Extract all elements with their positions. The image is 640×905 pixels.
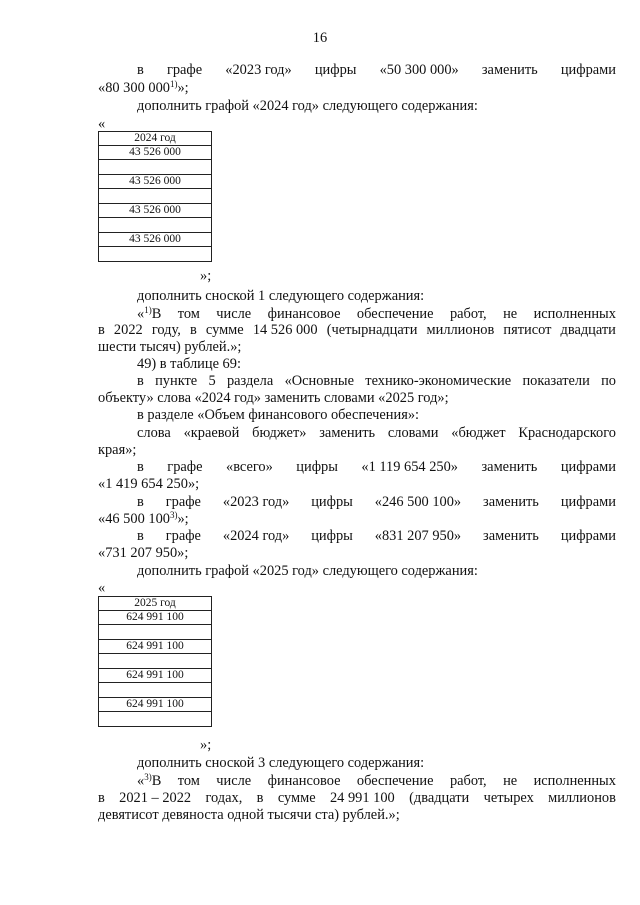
paragraph-line: в разделе «Объем финансового обеспечения»:: [137, 407, 420, 423]
footnote-line: «$^{3)}$В том числе финансовое обеспечение работ, не исполненных: [137, 772, 616, 789]
word: графе: [165, 528, 201, 544]
table-row: [99, 175, 212, 189]
word: слова: [137, 425, 171, 441]
word: по: [601, 373, 616, 389]
word: Краснодарского: [518, 425, 616, 441]
paragraph-line: [137, 528, 616, 545]
word: в: [189, 322, 197, 338]
footnote-line: «$^{1)}$В том числе финансовое обеспечение работ, не исполненных: [137, 305, 616, 322]
paragraph-line: дополнить графой «2025 год» следующего содержания:: [137, 563, 478, 579]
word: цифры: [314, 62, 357, 78]
table-cell: 624 991 100: [99, 640, 212, 654]
word: «246 500 100»: [374, 494, 462, 510]
word: графе: [167, 459, 203, 475]
table-cell: 624 991 100: [99, 698, 212, 712]
page-number: 16: [312, 30, 328, 46]
word: четырех: [483, 790, 534, 806]
word: миллионов: [548, 790, 616, 806]
word: двадцати: [560, 322, 616, 338]
word: «2023 год»: [222, 494, 290, 510]
table-row: [99, 189, 212, 204]
amount-table-2025: [98, 596, 212, 727]
word: 2021 – 2022: [119, 790, 192, 806]
word: 14 526 000: [252, 322, 318, 338]
paragraph-line: дополнить графой «2024 год» следующего содержания:: [137, 98, 478, 114]
paragraph-line: объекту» слова «2024 год» заменить словами «2025 год»;: [98, 390, 449, 406]
word: заменить: [319, 425, 376, 441]
table-row: [99, 204, 212, 218]
word: в: [137, 373, 144, 389]
paragraph-line: [137, 494, 616, 511]
word: в: [98, 790, 105, 806]
table-row: [99, 640, 212, 654]
table-cell: 624 991 100: [99, 669, 212, 683]
table-header: 2025 год: [99, 597, 212, 611]
word: «бюджет: [451, 425, 506, 441]
table-row: [99, 683, 212, 698]
amount-table-2024: [98, 131, 212, 262]
word: цифры: [296, 459, 338, 475]
table-cell: 43 526 000: [99, 204, 212, 218]
word: цифрами: [560, 62, 616, 78]
table-cell: [99, 160, 212, 175]
table-cell: 43 526 000: [99, 146, 212, 160]
paragraph-line: края»;: [98, 442, 137, 458]
paragraph-line: «80 300 000$^{1)}$»;: [98, 79, 189, 96]
word: в: [256, 790, 264, 806]
word: миллионов: [426, 322, 495, 338]
paragraph-line: дополнить сноской 1 следующего содержания:: [137, 288, 425, 304]
word: показатели: [522, 373, 590, 389]
table-cell: [99, 654, 212, 669]
paragraph-line: [98, 790, 616, 807]
word: сумме: [277, 790, 316, 806]
open-quote: «: [98, 580, 106, 596]
word: сумме: [205, 322, 244, 338]
paragraph-line: [137, 459, 616, 476]
table-cell: 43 526 000: [99, 233, 212, 247]
word: цифрами: [560, 528, 616, 544]
word: в: [98, 322, 105, 338]
word: цифры: [311, 528, 353, 544]
paragraph-line: [137, 425, 616, 442]
table-row: [99, 146, 212, 160]
word: цифры: [311, 494, 353, 510]
word: заменить: [481, 459, 538, 475]
table-row: [99, 698, 212, 712]
word: графе: [166, 62, 203, 78]
word: «1 119 654 250»: [361, 459, 458, 475]
word: цифрами: [560, 459, 616, 475]
table-row: [99, 625, 212, 640]
paragraph-line: [137, 62, 616, 79]
word: заменить: [483, 528, 539, 544]
word: 2022: [113, 322, 143, 338]
word: цифрами: [560, 494, 616, 510]
paragraph-line: [98, 322, 616, 339]
table-row: [99, 611, 212, 625]
table-body: [99, 611, 212, 727]
table-cell: 624 991 100: [99, 611, 212, 625]
word: в: [137, 528, 144, 544]
word: «2024 год»: [222, 528, 290, 544]
word: в: [137, 494, 144, 510]
table-cell: [99, 247, 212, 262]
word: (двадцати: [409, 790, 470, 806]
table-cell: [99, 189, 212, 204]
paragraph-line: шести тысяч) рублей.»;: [98, 339, 242, 355]
word: в: [137, 62, 144, 78]
table-row: [99, 247, 212, 262]
word: пятисот: [503, 322, 552, 338]
word: (четырнадцати: [326, 322, 418, 338]
word: 24 991 100: [329, 790, 395, 806]
word: году,: [151, 322, 181, 338]
word: графе: [165, 494, 201, 510]
word: «2023 год»: [225, 62, 292, 78]
word: «831 207 950»: [374, 528, 462, 544]
paragraph-line: дополнить сноской 3 следующего содержания:: [137, 755, 425, 771]
table-row: [99, 160, 212, 175]
table-body: [99, 146, 212, 262]
word: бюджет»: [252, 425, 307, 441]
paragraph-line: «731 207 950»;: [98, 545, 189, 561]
word: годах,: [205, 790, 243, 806]
table-row: [99, 712, 212, 727]
table-cell: [99, 712, 212, 727]
paragraph-line: «1 419 654 250»;: [98, 476, 200, 492]
word: заменить: [483, 494, 539, 510]
table-row: [99, 218, 212, 233]
word: «всего»: [226, 459, 273, 475]
paragraph-line: 49) в таблице 69:: [137, 356, 241, 372]
table-cell: [99, 218, 212, 233]
word: раздела: [226, 373, 274, 389]
paragraph-line: «46 500 100$^{3)}$»;: [98, 510, 189, 527]
close-quote: »;: [200, 737, 212, 753]
paragraph-line: девятисот девяноста одной тысячи ста) рублей.»;: [98, 807, 400, 823]
word: технико-экономические: [365, 373, 512, 389]
word: заменить: [481, 62, 538, 78]
table-row: [99, 654, 212, 669]
word: в: [137, 459, 144, 475]
table-cell: 43 526 000: [99, 175, 212, 189]
paragraph-line: [137, 373, 616, 390]
table-row: [99, 669, 212, 683]
open-quote: «: [98, 116, 106, 132]
table-cell: [99, 625, 212, 640]
table-header: 2024 год: [99, 132, 212, 146]
word: «Основные: [284, 373, 354, 389]
word: пункте: [155, 373, 198, 389]
word: 5: [208, 373, 216, 389]
table-cell: [99, 683, 212, 698]
word: «50 300 000»: [379, 62, 459, 78]
table-row: [99, 233, 212, 247]
word: словами: [387, 425, 439, 441]
word: «краевой: [183, 425, 240, 441]
close-quote: »;: [200, 268, 212, 284]
